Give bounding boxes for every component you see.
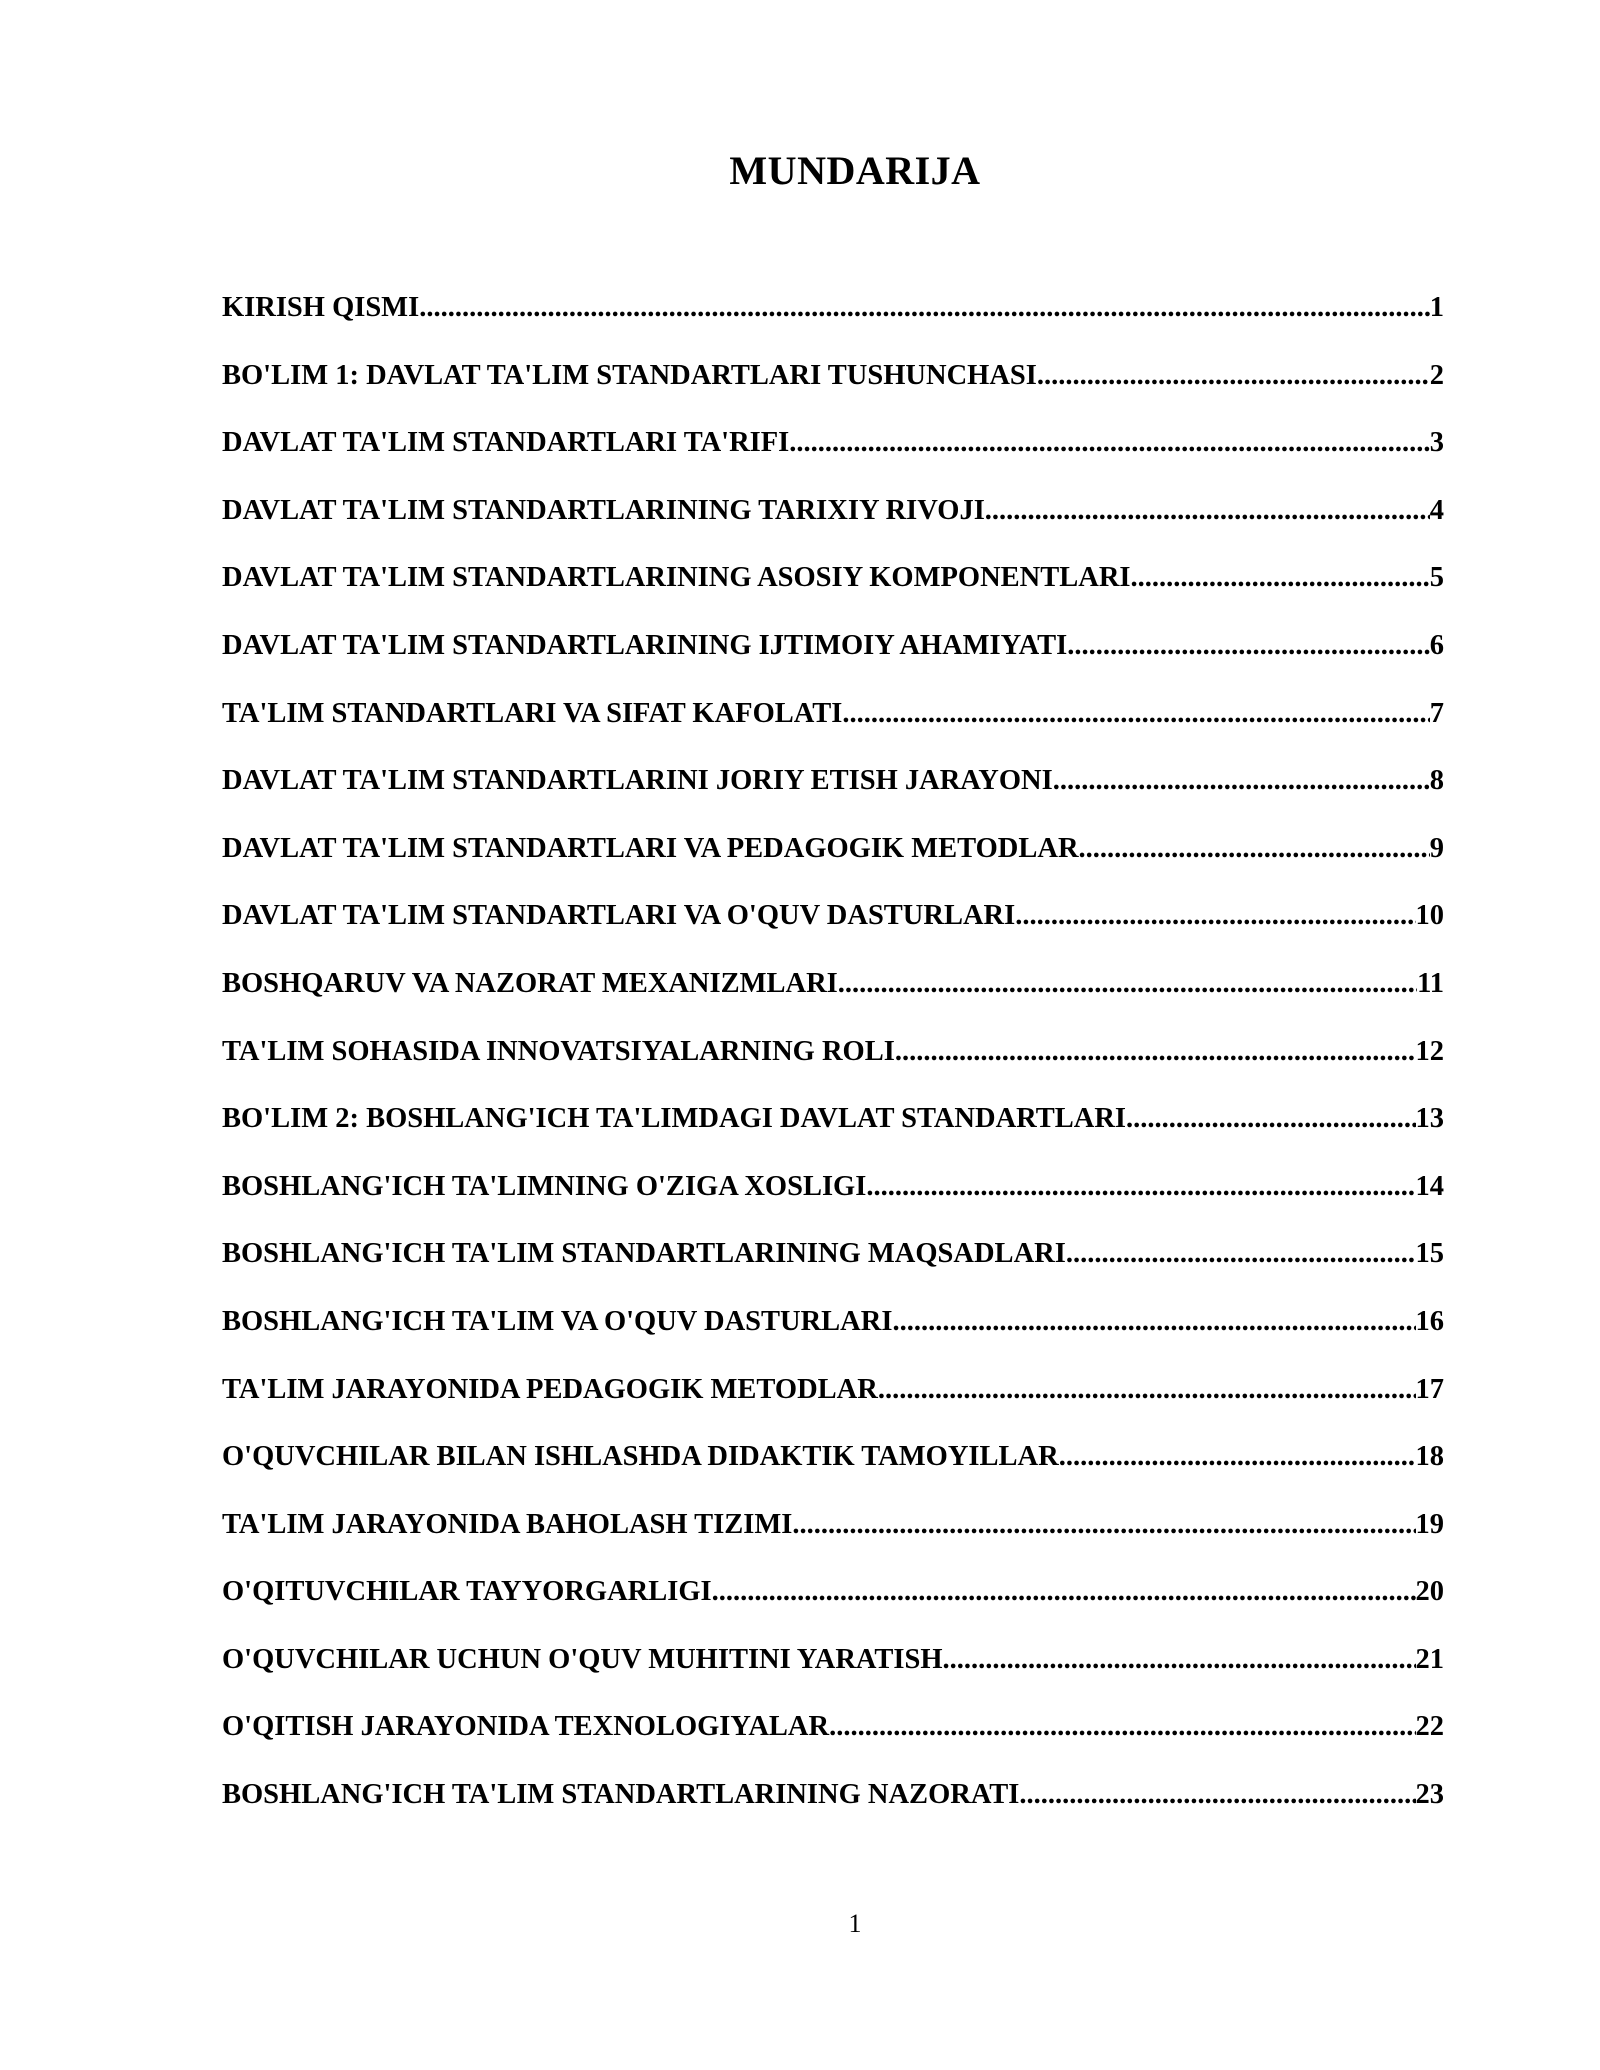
toc-dot-leader	[1079, 831, 1430, 867]
toc-entry-label: TA'LIM JARAYONIDA PEDAGOGIK METODLAR	[222, 1373, 878, 1405]
toc-entry[interactable]	[222, 1642, 1444, 1710]
toc-entry-label: KIRISH QISMI	[222, 292, 420, 323]
toc-entry-label: BO'LIM 1: DAVLAT TA'LIM STANDARTLARI TUSHUNCHASI	[222, 359, 1037, 391]
toc-entry[interactable]	[222, 1169, 1444, 1237]
toc-dot-leader	[1053, 763, 1430, 799]
toc-dot-leader	[838, 966, 1417, 1002]
toc-entry-page-number: 16	[1415, 1305, 1444, 1337]
toc-entry-page-number: 1	[1429, 292, 1444, 323]
toc-entry-label: BO'LIM 2: BOSHLANG'ICH TA'LIMDAGI DAVLAT STANDARTLARI	[222, 1103, 1127, 1135]
toc-dot-leader	[878, 1372, 1416, 1408]
toc-entry-page-number: 23	[1415, 1779, 1444, 1811]
toc-entry[interactable]	[222, 696, 1444, 764]
toc-entry[interactable]	[222, 1236, 1444, 1304]
toc-entry-page-number: 7	[1429, 697, 1444, 729]
toc-dot-leader	[829, 1709, 1415, 1745]
toc-entry-label: TA'LIM STANDARTLARI VA SIFAT KAFOLATI	[222, 697, 843, 729]
toc-entry-label: DAVLAT TA'LIM STANDARTLARINING ASOSIY KOMPONENTLARI	[222, 562, 1131, 594]
toc-dot-leader	[892, 1304, 1415, 1340]
toc-entry[interactable]	[222, 1709, 1444, 1777]
toc-entry[interactable]	[222, 1034, 1444, 1102]
toc-entry-page-number: 11	[1417, 967, 1444, 999]
toc-entry-label: O'QITUVCHILAR TAYYORGARLIGI	[222, 1576, 712, 1608]
toc-entry-label: O'QUVCHILAR BILAN ISHLASHDA DIDAKTIK TAMOYILLAR	[222, 1441, 1059, 1473]
toc-dot-leader	[842, 696, 1429, 732]
toc-dot-leader	[866, 1169, 1415, 1205]
toc-dot-leader	[985, 493, 1430, 529]
toc-entry[interactable]	[222, 831, 1444, 899]
toc-entry[interactable]	[222, 1372, 1444, 1440]
toc-entry[interactable]	[222, 898, 1444, 966]
toc-entry[interactable]	[222, 1304, 1444, 1372]
toc-entry[interactable]	[222, 358, 1444, 426]
toc-entry[interactable]	[222, 1574, 1444, 1642]
toc-dot-leader	[1067, 628, 1430, 664]
toc-entry-page-number: 12	[1415, 1035, 1444, 1067]
toc-entry[interactable]	[222, 493, 1444, 561]
page-title: MUNDARIJA	[729, 148, 981, 193]
toc-entry-page-number: 8	[1429, 765, 1444, 797]
toc-entry-label: DAVLAT TA'LIM STANDARTLARINING TARIXIY RIVOJI	[222, 494, 985, 526]
toc-dot-leader	[789, 425, 1429, 461]
toc-entry-page-number: 22	[1415, 1711, 1444, 1743]
toc-entry-page-number: 10	[1415, 900, 1444, 932]
toc-entry-label: BOSHLANG'ICH TA'LIMNING O'ZIGA XOSLIGI	[222, 1170, 867, 1202]
toc-entry-page-number: 2	[1429, 359, 1444, 391]
toc-entry-page-number: 17	[1415, 1373, 1444, 1405]
toc-entry-page-number: 3	[1429, 427, 1444, 459]
toc-entry-label: DAVLAT TA'LIM STANDARTLARI TA'RIFI	[222, 427, 790, 459]
toc-dot-leader	[1037, 358, 1430, 394]
toc-entry-label: BOSHQARUV VA NAZORAT MEXANIZMLARI	[222, 967, 838, 999]
toc-dot-leader	[1126, 1101, 1415, 1137]
toc-entry-page-number: 19	[1415, 1508, 1444, 1540]
toc-entry-label: DAVLAT TA'LIM STANDARTLARI VA PEDAGOGIK METODLAR	[222, 832, 1079, 864]
table-of-contents	[222, 290, 1444, 1845]
toc-entry[interactable]	[222, 966, 1444, 1034]
toc-dot-leader	[1066, 1236, 1416, 1272]
toc-entry-label: DAVLAT TA'LIM STANDARTLARINING IJTIMOIY AHAMIYATI	[222, 629, 1068, 661]
toc-entry-label: DAVLAT TA'LIM STANDARTLARINI JORIY ETISH JARAYONI	[222, 765, 1053, 797]
toc-entry[interactable]	[222, 1101, 1444, 1169]
toc-dot-leader	[419, 290, 1430, 326]
toc-entry-label: TA'LIM JARAYONIDA BAHOLASH TIZIMI	[222, 1508, 793, 1540]
toc-entry-page-number: 14	[1415, 1170, 1444, 1202]
toc-entry[interactable]	[222, 763, 1444, 831]
toc-entry-page-number: 4	[1429, 494, 1444, 526]
toc-dot-leader	[1015, 898, 1415, 934]
toc-dot-leader	[895, 1034, 1416, 1070]
toc-entry[interactable]	[222, 290, 1444, 358]
page-number: 1	[848, 1909, 862, 1938]
toc-entry-page-number: 18	[1415, 1441, 1444, 1473]
toc-entry[interactable]	[222, 560, 1444, 628]
toc-entry-label: O'QITISH JARAYONIDA TEXNOLOGIYALAR	[222, 1711, 830, 1743]
toc-entry-label: TA'LIM SOHASIDA INNOVATSIYALARNING ROLI	[222, 1035, 895, 1067]
toc-entry[interactable]	[222, 1507, 1444, 1575]
toc-entry-page-number: 5	[1429, 562, 1444, 594]
toc-entry-page-number: 20	[1415, 1576, 1444, 1608]
toc-dot-leader	[1059, 1439, 1416, 1475]
toc-entry-page-number: 15	[1415, 1238, 1444, 1270]
toc-entry-page-number: 21	[1415, 1643, 1444, 1675]
toc-entry-label: BOSHLANG'ICH TA'LIM STANDARTLARINING MAQSADLARI	[222, 1238, 1066, 1270]
toc-entry[interactable]	[222, 425, 1444, 493]
toc-dot-leader	[1019, 1777, 1415, 1813]
toc-entry-page-number: 13	[1415, 1103, 1444, 1135]
toc-dot-leader	[792, 1507, 1415, 1543]
toc-entry-label: O'QUVCHILAR UCHUN O'QUV MUHITINI YARATISH	[222, 1643, 943, 1675]
toc-dot-leader	[943, 1642, 1416, 1678]
toc-entry-page-number: 6	[1429, 629, 1444, 661]
toc-entry-label: BOSHLANG'ICH TA'LIM VA O'QUV DASTURLARI	[222, 1305, 893, 1337]
toc-entry-page-number: 9	[1429, 832, 1444, 864]
toc-entry[interactable]	[222, 1439, 1444, 1507]
toc-entry[interactable]	[222, 1777, 1444, 1845]
toc-dot-leader	[712, 1574, 1416, 1610]
toc-entry-label: BOSHLANG'ICH TA'LIM STANDARTLARINING NAZORATI	[222, 1779, 1020, 1811]
toc-entry-label: DAVLAT TA'LIM STANDARTLARI VA O'QUV DASTURLARI	[222, 900, 1016, 932]
toc-entry[interactable]	[222, 628, 1444, 696]
toc-dot-leader	[1131, 560, 1430, 596]
